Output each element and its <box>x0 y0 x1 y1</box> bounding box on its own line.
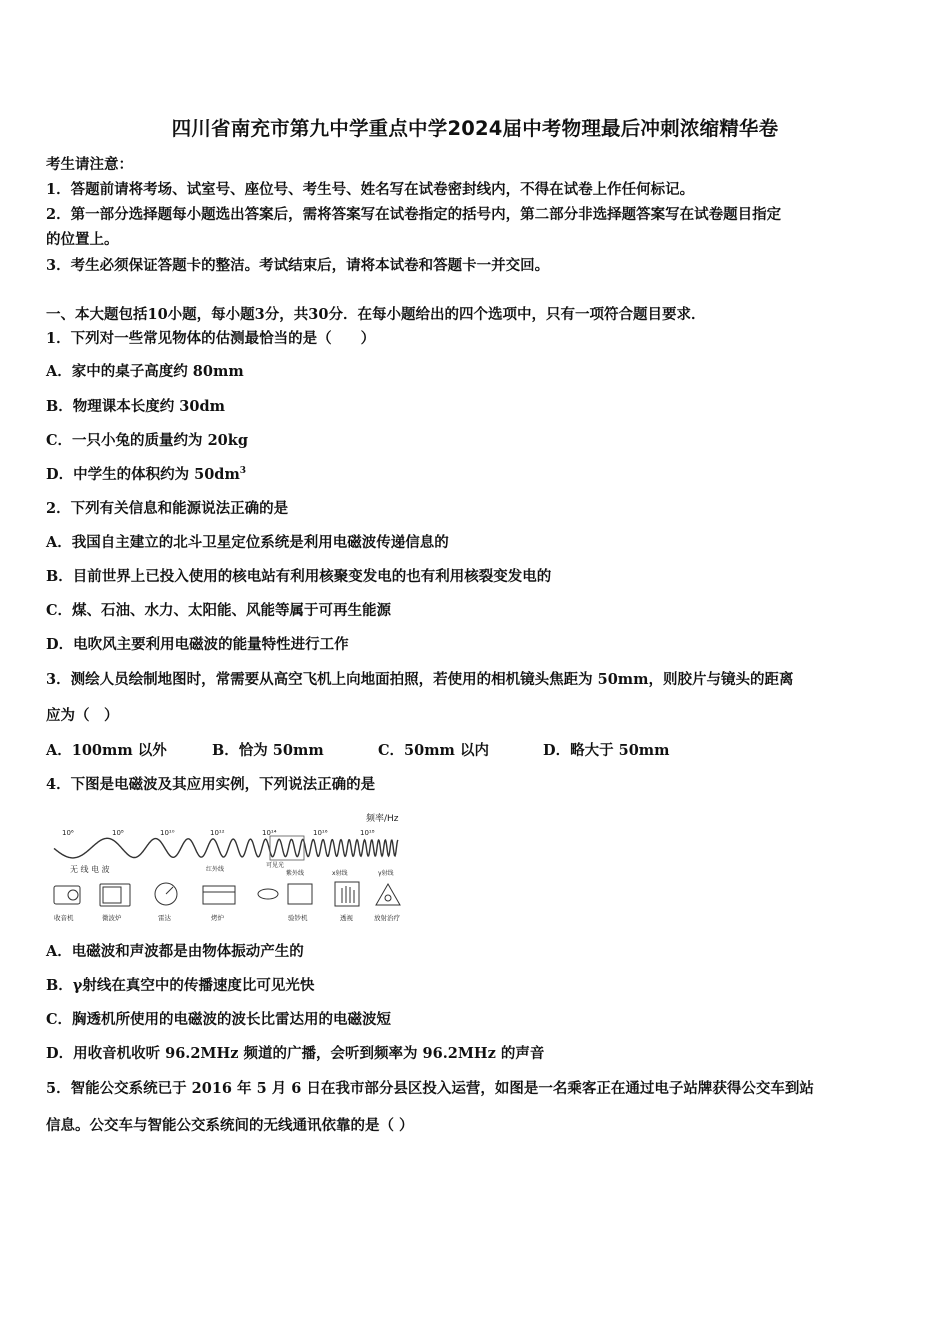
question-1-option-d: D．中学生的体积约为 $50dm^3$ <box>46 466 247 483</box>
frequency-tick: 10¹⁰ <box>160 829 175 837</box>
money-checker-icon <box>288 884 312 904</box>
xray-icon <box>335 882 359 906</box>
radio-icon <box>54 886 80 904</box>
band-label: 紫外线 <box>286 870 305 877</box>
question-3-option-d: D．略大于 50mm <box>543 742 670 759</box>
notice-heading: 考生请注意： <box>46 156 133 173</box>
question-4-stem: 4．下图是电磁波及其应用实例，下列说法正确的是 <box>46 776 376 793</box>
question-5-stem-cont: 信息。公交车与智能公交系统间的无线通讯依靠的是（ ） <box>46 1117 414 1134</box>
frequency-tick: 10⁸ <box>112 829 124 837</box>
em-spectrum-figure <box>48 808 410 930</box>
app-label: 雷达 <box>158 914 171 922</box>
section-heading: 一、本大题包括10小题，每小题3分，共30分．在每小题给出的四个选项中，只有一项符合题目要求． <box>46 306 706 323</box>
band-label: 红外线 <box>206 866 225 873</box>
band-label: 可见光 <box>266 862 285 869</box>
band-label: x射线 <box>332 870 348 877</box>
radio-speaker-icon <box>68 890 78 900</box>
question-5-stem: 5．智能公交系统已于 2016 年 5 月 6 日在我市部分县区投入运营，如图是一名乘客正在通过电子站牌获得公交车到站 <box>46 1080 814 1097</box>
app-label: 放射治疗 <box>374 914 400 922</box>
frequency-tick: 10⁶ <box>62 829 74 837</box>
frequency-tick: 10¹⁴ <box>262 829 277 837</box>
question-3-stem-cont: 应为（ ） <box>46 707 119 724</box>
question-3-option-b: B．恰为 50mm <box>212 742 324 759</box>
question-1-option-a: A．家中的桌子高度约 80mm <box>46 363 244 380</box>
hand-bones-icon <box>342 886 354 903</box>
oven-icon <box>203 886 235 904</box>
question-1-option-b: B．物理课本长度约 30dm <box>46 398 225 415</box>
notice-item: 1．答题前请将考场、试室号、座位号、考生号、姓名写在试卷密封线内，不得在试卷上作任何标记。 <box>46 181 695 198</box>
frequency-tick: 10¹² <box>210 829 225 837</box>
page-title: 四川省南充市第九中学重点中学2024届中考物理最后冲刺浓缩精华卷 <box>171 117 779 140</box>
question-2-option-b: B．目前世界上已投入使用的核电站有利用核聚变发电的也有利用核裂变发电的 <box>46 568 552 585</box>
notice-item: 3．考生必须保证答题卡的整洁。考试结束后，请将本试卷和答题卡一并交回。 <box>46 257 550 274</box>
microwave-door-icon <box>103 887 121 903</box>
radar-sweep-icon <box>166 887 173 894</box>
frequency-tick: 10¹⁸ <box>360 829 375 837</box>
question-4-option-c: C．胸透机所使用的电磁波的波长比雷达用的电磁波短 <box>46 1011 392 1028</box>
question-1-stem: 1．下列对一些常见物体的估测最恰当的是（ ） <box>46 330 376 347</box>
frequency-axis-label: 频率/Hz <box>366 814 399 824</box>
question-2-stem: 2．下列有关信息和能源说法正确的是 <box>46 500 289 517</box>
frequency-tick: 10¹⁶ <box>313 829 328 837</box>
app-label: 烤炉 <box>211 914 224 922</box>
question-4-option-d: D．用收音机收听 96.2MHz 频道的广播，会听到频率为 96.2MHz 的声音 <box>46 1045 545 1062</box>
question-4-option-b: B．γ射线在真空中的传播速度比可见光快 <box>46 977 315 994</box>
notice-item: 的位置上。 <box>46 231 119 248</box>
question-2-option-c: C．煤、石油、水力、太阳能、风能等属于可再生能源 <box>46 602 392 619</box>
app-label: 验钞机 <box>288 914 308 922</box>
eye-icon <box>258 889 278 899</box>
radio-wave-label: 无 线 电 波 <box>70 865 110 874</box>
band-label: γ射线 <box>378 870 394 877</box>
question-2-option-a: A．我国自主建立的北斗卫星定位系统是利用电磁波传递信息的 <box>46 534 449 551</box>
app-label: 收音机 <box>54 914 74 922</box>
question-4-option-a: A．电磁波和声波都是由物体振动产生的 <box>46 943 304 960</box>
question-3-option-c: C．50mm 以内 <box>378 742 489 759</box>
question-3-options <box>46 739 670 760</box>
question-2-option-d: D．电吹风主要利用电磁波的能量特性进行工作 <box>46 636 349 653</box>
spectrum-wave <box>54 838 398 858</box>
question-1-option-c: C．一只小兔的质量约为 20kg <box>46 432 248 449</box>
question-3-stem: 3．测绘人员绘制地图时，常需要从高空飞机上向地面拍照，若使用的相机镜头焦距为 50mm，则胶片与镜头的距离 <box>46 671 794 688</box>
notice-item: 2．第一部分选择题每小题选出答案后，需将答案写在试卷指定的括号内，第二部分非选择题答案写在试卷题目指定 <box>46 206 782 223</box>
question-3-option-a: A．100mm 以外 <box>46 742 167 759</box>
radiation-core-icon <box>385 895 391 901</box>
app-label: 微波炉 <box>102 914 122 922</box>
app-label: 透视 <box>340 914 353 922</box>
visible-light-box <box>270 836 304 860</box>
